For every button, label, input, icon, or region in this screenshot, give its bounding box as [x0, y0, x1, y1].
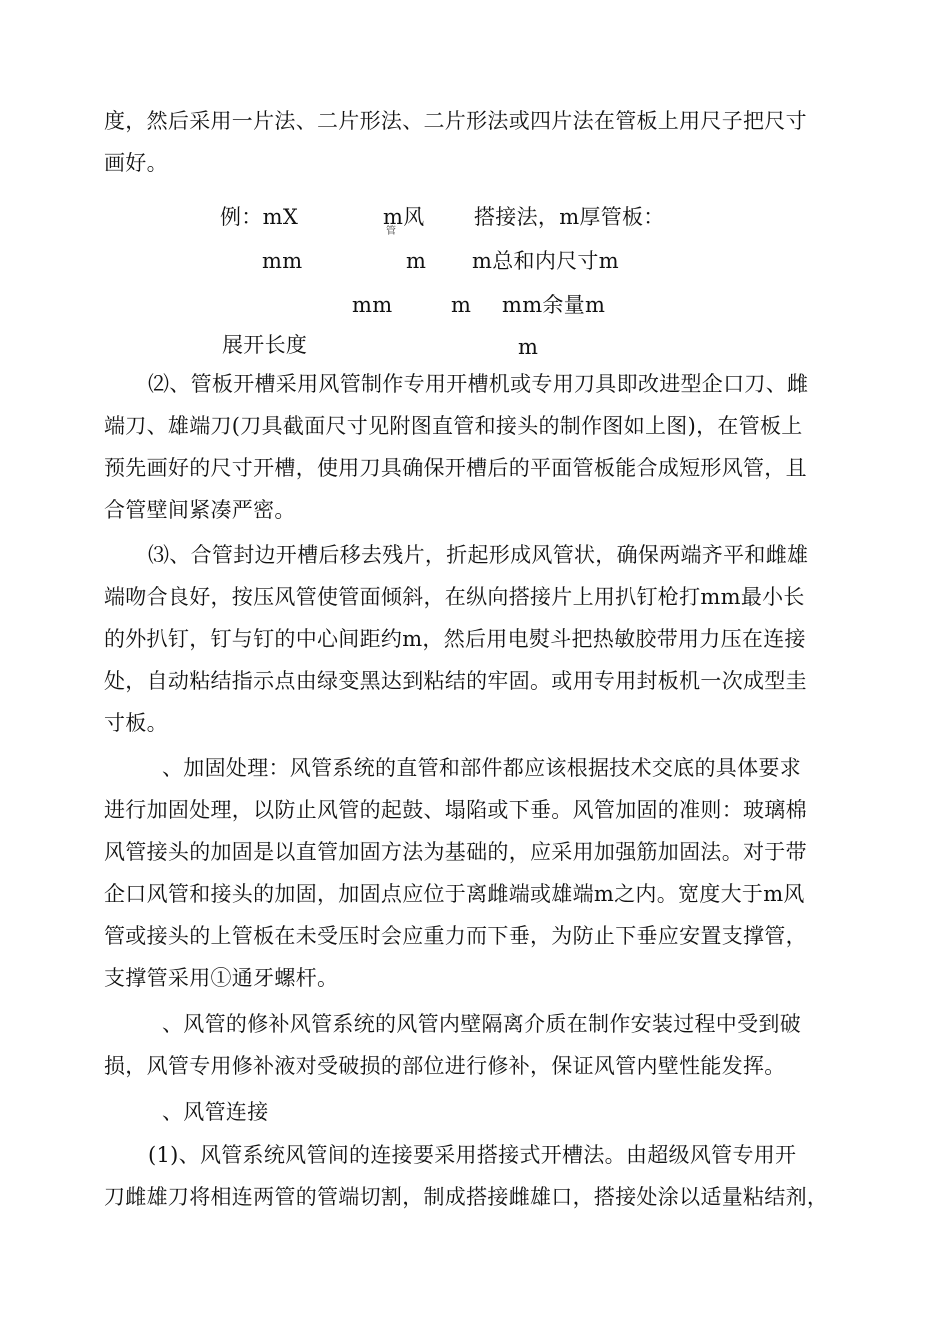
example-row1-c: 搭接法，m厚管板： — [474, 205, 665, 229]
example-row2-a: mm — [262, 249, 303, 273]
example-row2-b: m — [406, 249, 427, 273]
intro-line-1: 度，然后采用一片法、二片形法、二片形法或四片法在管板上用尺子把尺寸 — [104, 109, 807, 133]
para3-line-2: 端吻合良好，按压风管使管面倾斜，在纵向搭接片上用扒钉枪打mm最小长 — [104, 585, 805, 609]
example-row1-mark: 管 — [386, 226, 396, 237]
para3-line-5: 寸板。 — [104, 711, 168, 735]
para2-line-4: 合管壁间紧凑严密。 — [104, 498, 296, 522]
example-row3-a: mm — [352, 293, 393, 317]
para4-line-6: 支撑管采用①通牙螺杆。 — [104, 966, 339, 990]
para5-line-1: 、风管的修补风管系统的风管内壁隔离介质在制作安装过程中受到破 — [162, 1012, 801, 1036]
para2-line-3: 预先画好的尺寸开槽，使用刀具确保开槽后的平面管板能合成短形风管，且 — [104, 456, 807, 480]
para6-line-2: 刀雌雄刀将相连两管的管端切割，制成搭接雌雄口，搭接处涂以适量粘结剂， — [104, 1185, 829, 1209]
para4-line-3: 风管接头的加固是以直管加固方法为基础的，应采用加强筋加固法。对于带 — [104, 840, 807, 864]
section-heading: 、风管连接 — [162, 1100, 269, 1124]
example-row2-c: m总和内尺寸m — [472, 249, 619, 273]
intro-line-2: 画好。 — [104, 151, 168, 175]
example-row4-a: 展开长度 — [222, 333, 308, 357]
para4-line-5: 管或接头的上管板在未受压时会应重力而下垂，为防止下垂应安置支撑管， — [104, 924, 807, 948]
para4-line-1: 、加固处理：风管系统的直管和部件都应该根据技术交底的具体要求 — [162, 756, 801, 780]
example-row3-b: m — [451, 293, 472, 317]
example-row1-b: m风 — [383, 205, 425, 229]
para3-line-4: 处，自动粘结指示点由绿变黑达到粘结的牢固。或用专用封板机一次成型圭 — [104, 669, 807, 693]
para3-line-3: 的外扒钉，钉与钉的中心间距约m，然后用电熨斗把热敏胶带用力压在连接 — [104, 627, 806, 651]
para2-line-2: 端刀、雄端刀(刀具截面尺寸见附图直管和接头的制作图如上图)，在管板上 — [104, 414, 803, 438]
para4-line-2: 进行加固处理，以防止风管的起鼓、塌陷或下垂。风管加固的准则：玻璃棉 — [104, 798, 807, 822]
example-row3-c: mm余量m — [502, 293, 606, 317]
example-row1-a: 例：mX — [220, 205, 299, 229]
para2-line-1: ⑵、管板开槽采用风管制作专用开槽机或专用刀具即改进型企口刀、雌 — [148, 372, 809, 396]
para6-line-1: (1)、风管系统风管间的连接要采用搭接式开槽法。由超级风管专用开 — [148, 1143, 797, 1167]
para4-line-4: 企口风管和接头的加固，加固点应位于离雌端或雄端m之内。宽度大于m风 — [104, 882, 805, 906]
para3-line-1: ⑶、合管封边开槽后移去残片，折起形成风管状，确保两端齐平和雌雄 — [148, 543, 809, 567]
example-row4-b: m — [518, 335, 539, 359]
para5-line-2: 损，风管专用修补液对受破损的部位进行修补，保证风管内壁性能发挥。 — [104, 1054, 786, 1078]
